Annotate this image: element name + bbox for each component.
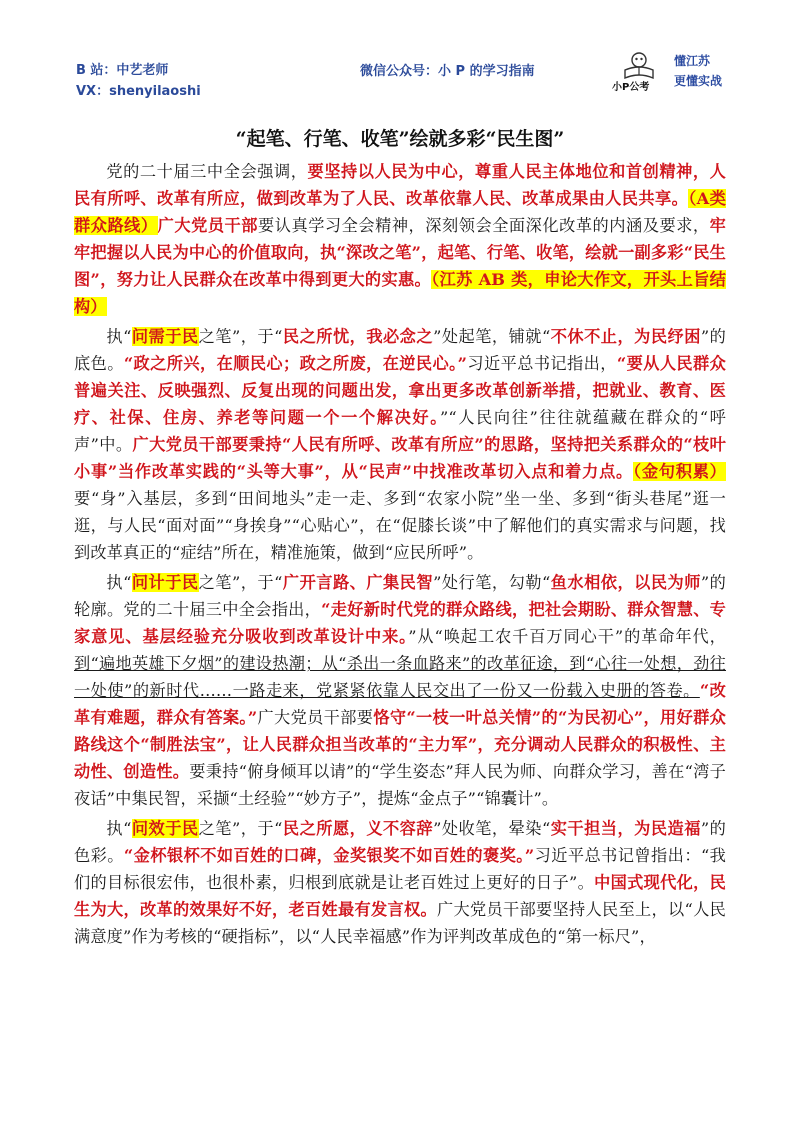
emphasized-text: 民之所愿，义不容辞 bbox=[282, 819, 434, 838]
logo-tagline-2: 更懂实战 bbox=[674, 74, 723, 88]
emphasized-text: “政之所兴，在顺民心；政之所废，在逆民心。” bbox=[123, 354, 468, 373]
body-text: 之笔”，于“ bbox=[198, 819, 283, 838]
paragraph bbox=[74, 815, 726, 950]
emphasized-text: 牢牢把握以人民为中心的价值取向，执“深改之笔”，起笔、行笔、收笔，绘就一副多彩“民生图”，努力让人民群众在改革中得到更大的实惠。 bbox=[74, 216, 726, 289]
highlighted-text: （A类群众路线） bbox=[74, 189, 726, 235]
brand-logo bbox=[612, 44, 736, 96]
emphasized-text: 不休不止，为民纾困 bbox=[550, 327, 701, 346]
body-text: 之笔”，于“ bbox=[198, 327, 283, 346]
body-text: 广大党员干部要 bbox=[257, 708, 374, 727]
paragraph bbox=[74, 158, 726, 320]
body-text: ”处行笔，勾勒“ bbox=[433, 573, 551, 592]
body-text: 要秉持“俯身倾耳以请”的“学生姿态”拜人民为师、向群众学习，善在“湾子夜话”中集民智，采撷“土经验”“妙方子”，提炼“金点子”“锦囊计”。 bbox=[74, 762, 726, 808]
emphasized-text: 广大党员干部 bbox=[157, 216, 259, 235]
logo-text: 小P公考 bbox=[612, 82, 650, 93]
vx-account: VX：shenyilaoshi bbox=[76, 84, 201, 99]
body-text: 执“ bbox=[106, 573, 132, 592]
body-text: 执“ bbox=[106, 819, 132, 838]
emphasized-text: 中国式现代化，民生为大，改革的效果好不好，老百姓最有发言权。 bbox=[74, 873, 727, 919]
emphasized-text: 实干担当，为民造福 bbox=[550, 819, 701, 838]
emphasized-text: “金杯银杯不如百姓的口碑，金奖银奖不如百姓的褒奖。” bbox=[123, 846, 535, 865]
article-title: “起笔、行笔、收笔”绘就多彩“民生图” bbox=[235, 128, 565, 150]
emphasized-text: 广大党员干部要秉持“人民有所呼、改革有所应”的思路，坚持把关系群众的“枝叶小事”当作改革实践的“头等大事”，从“民声”中找准改革切入点和着力点。 bbox=[74, 435, 726, 481]
emphasized-text: 民之所忧，我必念之 bbox=[282, 327, 434, 346]
article-body bbox=[74, 158, 726, 953]
emphasized-text: “走好新时代党的群众路线，把社会期盼、群众智慧、专家意见、基层经验充分吸收到改革设计中来。 bbox=[74, 600, 727, 646]
body-text: ”的底色。 bbox=[74, 327, 727, 373]
body-text: ”处收笔，晕染“ bbox=[433, 819, 551, 838]
body-text: ”处起笔，铺就“ bbox=[433, 327, 551, 346]
emphasized-text: 广开言路、广集民智 bbox=[282, 573, 434, 592]
emphasized-text: 要坚持以人民为中心，尊重人民主体地位和首创精神，人民有所呼、改革有所应，做到改革为了人民、改革依靠人民、改革成果由人民共享。 bbox=[74, 162, 726, 208]
body-text: ”从“唤起工农千百万同心干”的革命年代， bbox=[408, 627, 726, 646]
body-text: 要“身”入基层，多到“田间地头”走一走、多到“农家小院”坐一坐、多到“街头巷尾”逛一逛，与人民“面对面”“身挨身”“心贴心”，在“促膝长谈”中了解他们的真实需求与问题，找到改革真正的“症结”所在，精准施策，做到“应民所呼”。 bbox=[74, 489, 726, 562]
body-text: 党的二十届三中全会强调， bbox=[106, 162, 308, 181]
body-text: 要认真学习全会精神，深刻领会全面深化改革的内涵及要求， bbox=[258, 216, 710, 235]
highlighted-text: 问计于民 bbox=[131, 573, 199, 592]
highlighted-text: 问效于民 bbox=[131, 819, 199, 838]
emphasized-text: 鱼水相依，以民为师 bbox=[550, 573, 701, 592]
header-left bbox=[76, 60, 201, 102]
highlighted-text: （金句积累） bbox=[632, 462, 726, 481]
paragraph bbox=[74, 569, 726, 812]
body-text: ”的轮廓。党的二十届三中全会指出， bbox=[74, 573, 727, 619]
body-text: 广大党员干部要坚持人民至上，以“人民满意度”作为考核的“硬指标”，以“人民幸福感”作为评判改革成色的“第一标尺”， bbox=[74, 900, 726, 946]
logo-tagline-1: 懂江苏 bbox=[674, 54, 711, 68]
emphasized-text: “要从人民群众普遍关注、反映强烈、反复出现的问题出发，拿出更多改革创新举措，把就业、教育、医疗、社保、住房、养老等问题一个一个解决好。 bbox=[74, 354, 726, 427]
book-owl-icon bbox=[622, 50, 656, 80]
highlighted-text: （江苏 AB 类，申论大作文，开头上旨结构） bbox=[74, 270, 726, 316]
bilibili-account: B 站：中艺老师 bbox=[76, 63, 169, 78]
body-text: 习近平总书记曾指出：“我们的目标很宏伟，也很朴素，归根到底就是让老百姓过上更好的日子”。 bbox=[74, 846, 727, 892]
underlined-text: 到“遍地英雄下夕烟”的建设热潮；从“杀出一条血路来”的改革征途，到“心往一处想，劲往一处使”的新时代……一路走来，党紧紧依靠人民交出了一份又一份载入史册的答卷。 bbox=[74, 654, 726, 700]
highlighted-text: 问需于民 bbox=[131, 327, 199, 346]
emphasized-text: “改革有难题，群众有答案。” bbox=[74, 681, 726, 727]
body-text: ”的色彩。 bbox=[74, 819, 727, 865]
body-text: 之笔”，于“ bbox=[198, 573, 283, 592]
paragraph bbox=[74, 323, 726, 566]
body-text: ”“人民向往”往往就蕴藏在群众的“呼声”中。 bbox=[74, 408, 726, 454]
body-text: 习近平总书记指出， bbox=[467, 354, 617, 373]
body-text: 执“ bbox=[106, 327, 132, 346]
emphasized-text: 恪守“一枝一叶总关情”的“为民初心”，用好群众路线这个“制胜法宝”，让人民群众担当改革的“主力军”，充分调动人民群众的积极性、主动性、创造性。 bbox=[74, 708, 726, 781]
wechat-account: 微信公众号：小 P 的学习指南 bbox=[360, 64, 535, 79]
